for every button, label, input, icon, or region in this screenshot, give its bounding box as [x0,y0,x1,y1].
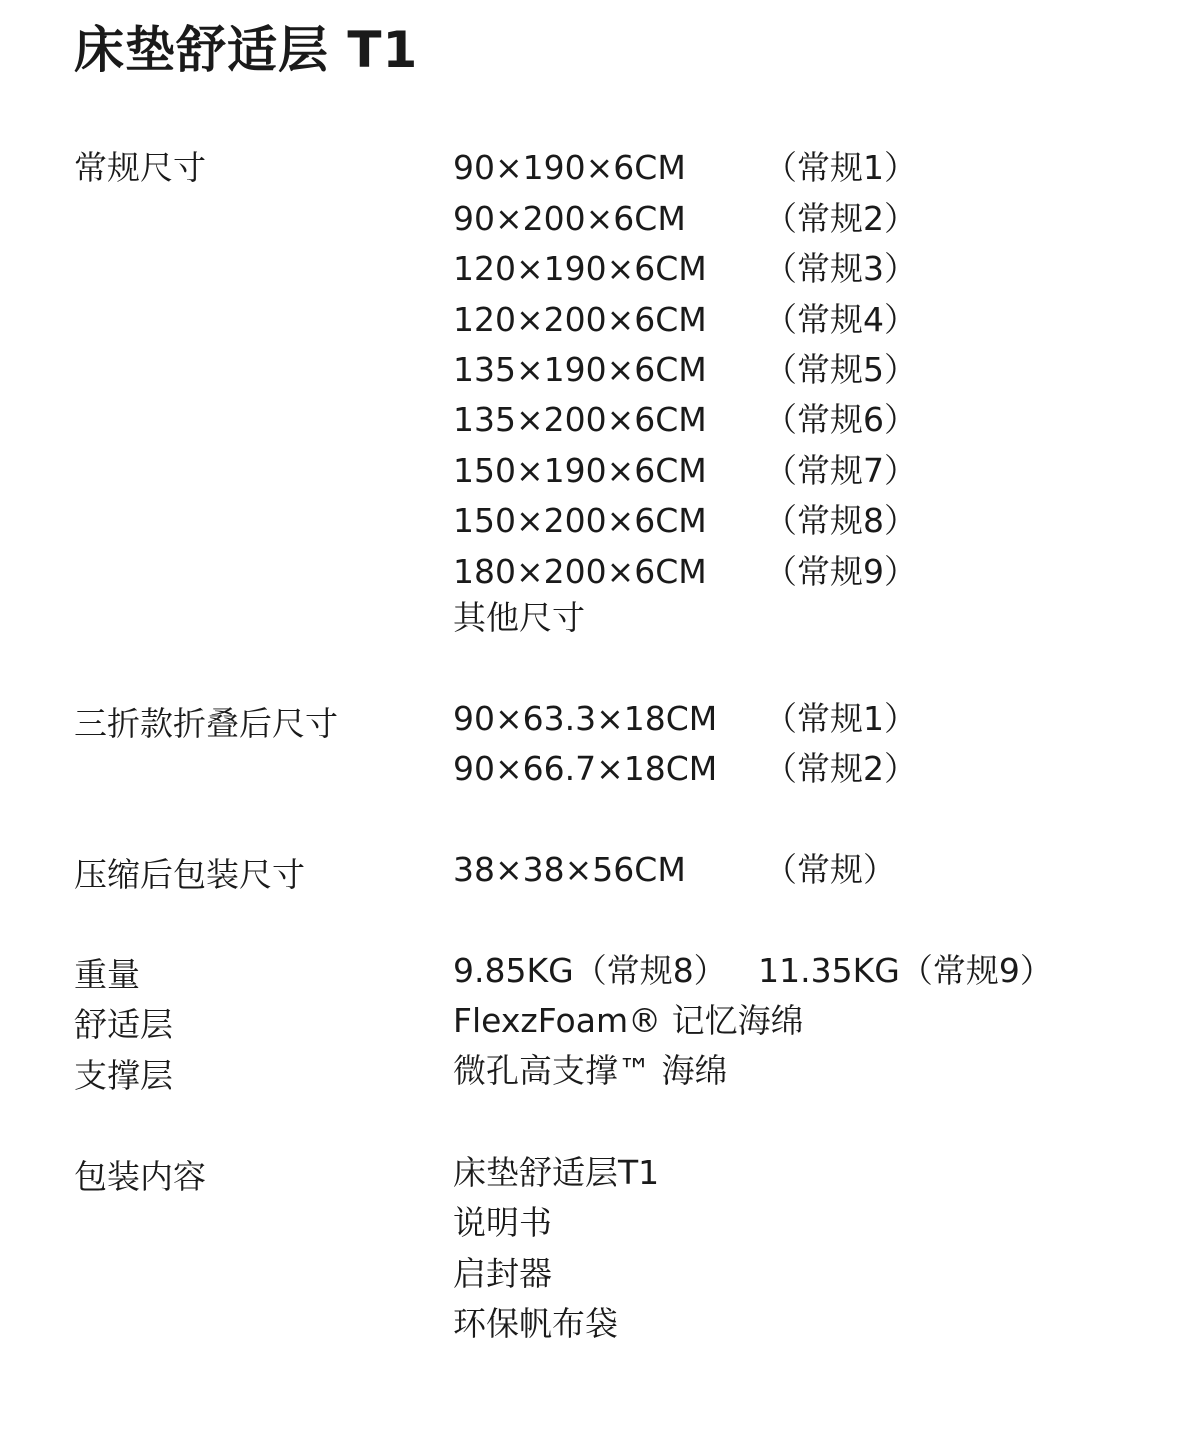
weight-label: 重量 [74,955,140,994]
contents-item: 床垫舒适层T1 [453,1153,660,1192]
regular-size-value: 120×200×6CM [453,300,707,339]
regular-size-value: 135×200×6CM [453,400,707,439]
contents-item: 启封器 [453,1254,552,1293]
contents-item: 环保帆布袋 [453,1304,618,1343]
folded-size-note: （常规1） [764,699,917,738]
regular-size-note: （常规8） [764,501,917,540]
support-layer-label: 支撑层 [74,1056,173,1095]
regular-size-value: 90×200×6CM [453,199,686,238]
regular-size-value: 135×190×6CM [453,350,707,389]
contents-item: 说明书 [453,1203,552,1242]
regular-size-label: 常规尺寸 [74,148,206,187]
regular-size-note: （常规9） [764,552,917,591]
regular-size-note: （常规2） [764,199,917,238]
folded-size-label: 三折款折叠后尺寸 [74,704,338,743]
package-size-value: 38×38×56CM [453,850,686,889]
regular-size-value: 90×190×6CM [453,148,686,187]
other-size-text: 其他尺寸 [453,598,585,637]
folded-size-note: （常规2） [764,749,917,788]
regular-size-note: （常规4） [764,300,917,339]
page-title: 床垫舒适层 T1 [74,21,419,79]
weight-value: 9.85KG（常规8） 11.35KG（常规9） [453,951,1053,990]
contents-label: 包装内容 [74,1157,206,1196]
regular-size-note: （常规1） [764,148,917,187]
package-size-label: 压缩后包装尺寸 [74,855,305,894]
comfort-layer-label: 舒适层 [74,1005,173,1044]
regular-size-value: 150×190×6CM [453,451,707,490]
folded-size-value: 90×66.7×18CM [453,749,718,788]
comfort-layer-value: FlexzFoam® 记忆海绵 [453,1001,804,1040]
regular-size-note: （常规6） [764,400,917,439]
regular-size-note: （常规7） [764,451,917,490]
folded-size-value: 90×63.3×18CM [453,699,718,738]
regular-size-value: 150×200×6CM [453,501,707,540]
regular-size-note: （常规3） [764,249,917,288]
package-size-note: （常规） [764,850,896,889]
regular-size-value: 120×190×6CM [453,249,707,288]
regular-size-value: 180×200×6CM [453,552,707,591]
support-layer-value: 微孔高支撑™ 海绵 [453,1051,728,1090]
regular-size-note: （常规5） [764,350,917,389]
